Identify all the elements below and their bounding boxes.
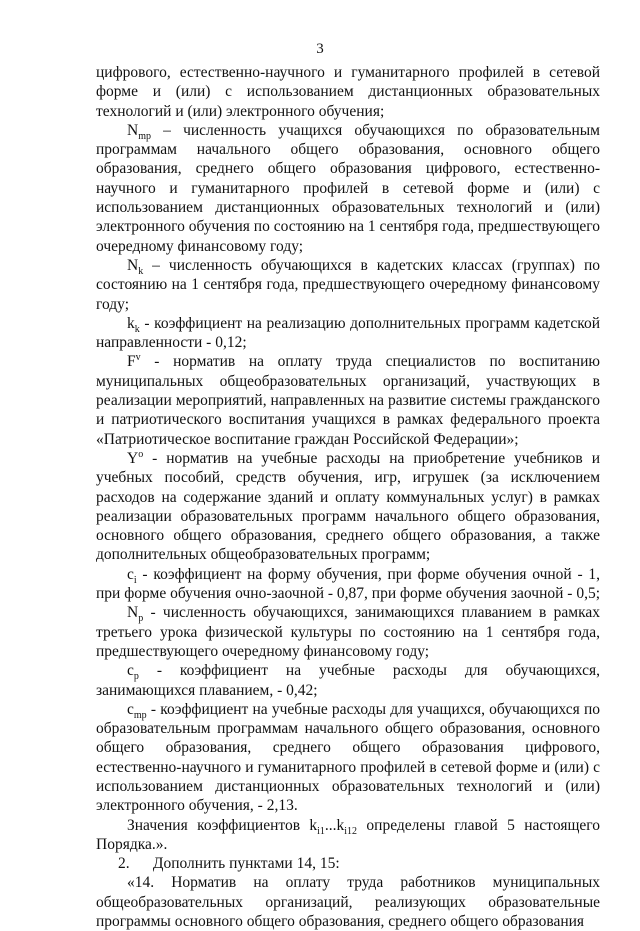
definition-nmp — [96, 121, 600, 256]
symbol: N — [127, 121, 139, 139]
note-text: ...k — [324, 816, 345, 834]
definition-text: – численность учащихся обучающихся по образовательным программам начального общего образования, основного общего образования, среднего общего образования цифрового, естественно-научного и гуманитарного профилей в сетевой форме и (или) с использованием дистанционных образовательных технологий и (или) электронного обучения по состоянию на 1 сентября года, предшествующего очередному финансовому году; — [96, 121, 600, 255]
definition-text: - коэффициент на учебные расходы для обучающихся, занимающихся плаванием, - 0,42; — [96, 662, 600, 699]
document-body — [96, 63, 600, 931]
symbol: F — [127, 353, 136, 371]
symbol: c — [127, 662, 134, 680]
definition-fv — [96, 352, 600, 448]
symbol-subscript: mp — [133, 709, 147, 721]
symbol-subscript: p — [138, 613, 144, 625]
symbol: c — [127, 700, 134, 718]
symbol-subscript: p — [133, 671, 139, 683]
definition-cmp — [96, 700, 600, 816]
definition-ci — [96, 565, 600, 604]
definition-text: - коэффициент на учебные расходы для учащихся, обучающихся по образовательным программам начального общего образования, основного общего образования, среднего общего образования цифрового, естественно-научного и гуманитарного профилей в сетевой форме и (или) с использованием дистанционных образовательных технологий и (или) электронного обучения, - 2,13. — [96, 700, 600, 815]
symbol: k — [127, 314, 135, 332]
definition-cp — [96, 661, 600, 700]
symbol-superscript: o — [138, 448, 144, 460]
paragraph-14: «14. Норматив на оплату труда работников муниципальных общеобразовательных организаций, реализующих образовательные программы основного общего образования, среднего общего образования — [96, 874, 600, 931]
note-text: определены главой 5 настоящего Порядка.». — [96, 816, 600, 853]
definition-yo — [96, 449, 600, 565]
definition-text: - коэффициент на реализацию дополнительных программ кадетской направленности - 0,12; — [96, 314, 600, 352]
definition-kk — [96, 314, 600, 353]
definition-text: – численность обучающихся в кадетских классах (группах) по состоянию на 1 сентября года, предшествующего очередному финансовому году; — [96, 256, 600, 313]
page-number: 3 — [316, 41, 324, 57]
definition-text: - норматив на оплату труда специалистов по воспитанию муниципальных общеобразовательных организаций, участвующих в реализации мероприятий, направленных на развитие системы гражданского и патриотического воспитания учащихся в рамках федерального проекта «Патриотическое воспитание граждан Российской Федерации»; — [96, 353, 600, 448]
definition-text: - норматив на учебные расходы на приобретение учебников и учебных пособий, средств обучения, игр, игрушек (за исключением расходов на содержание зданий и оплату коммунальных услуг) в рамках реализации образовательных программ начального общего образования, основного общего образования, среднего общего образования, а также дополнительных общеобразовательных программ; — [96, 449, 600, 564]
note-text: Значения коэффициентов k — [127, 816, 318, 834]
symbol: N — [127, 604, 139, 622]
definition-nk — [96, 256, 600, 314]
definition-text: - коэффициент на форму обучения, при форме обучения очной - 1, при форме обучения очно-заочной - 0,87, при форме обучения заочной - 0,5; — [96, 565, 601, 603]
symbol-subscript: i — [133, 574, 137, 586]
symbol-subscript: k — [138, 266, 144, 278]
symbol: Y — [127, 449, 139, 467]
symbol-subscript: k — [134, 323, 140, 335]
symbol-subscript: i1 — [317, 825, 325, 837]
symbol: N — [127, 256, 139, 274]
list-item-2: 2. Дополнить пунктами 14, 15: — [118, 855, 340, 873]
symbol-superscript: v — [135, 352, 141, 364]
symbol-subscript: i12 — [344, 825, 358, 837]
definition-np — [96, 603, 600, 661]
symbol: c — [127, 565, 134, 583]
symbol-subscript: mp — [138, 130, 151, 142]
coefficients-note — [96, 816, 600, 855]
paragraph: цифрового, естественно-научного и гуманитарного профилей в сетевой форме и (или) с использованием дистанционных образовательных технологий и (или) электронного обучения; — [96, 64, 600, 120]
definition-text: - численность обучающихся, занимающихся плаванием в рамках третьего урока физической культуры по состоянию на 1 сентября года, предшествующего очередному финансовому году; — [96, 604, 600, 660]
